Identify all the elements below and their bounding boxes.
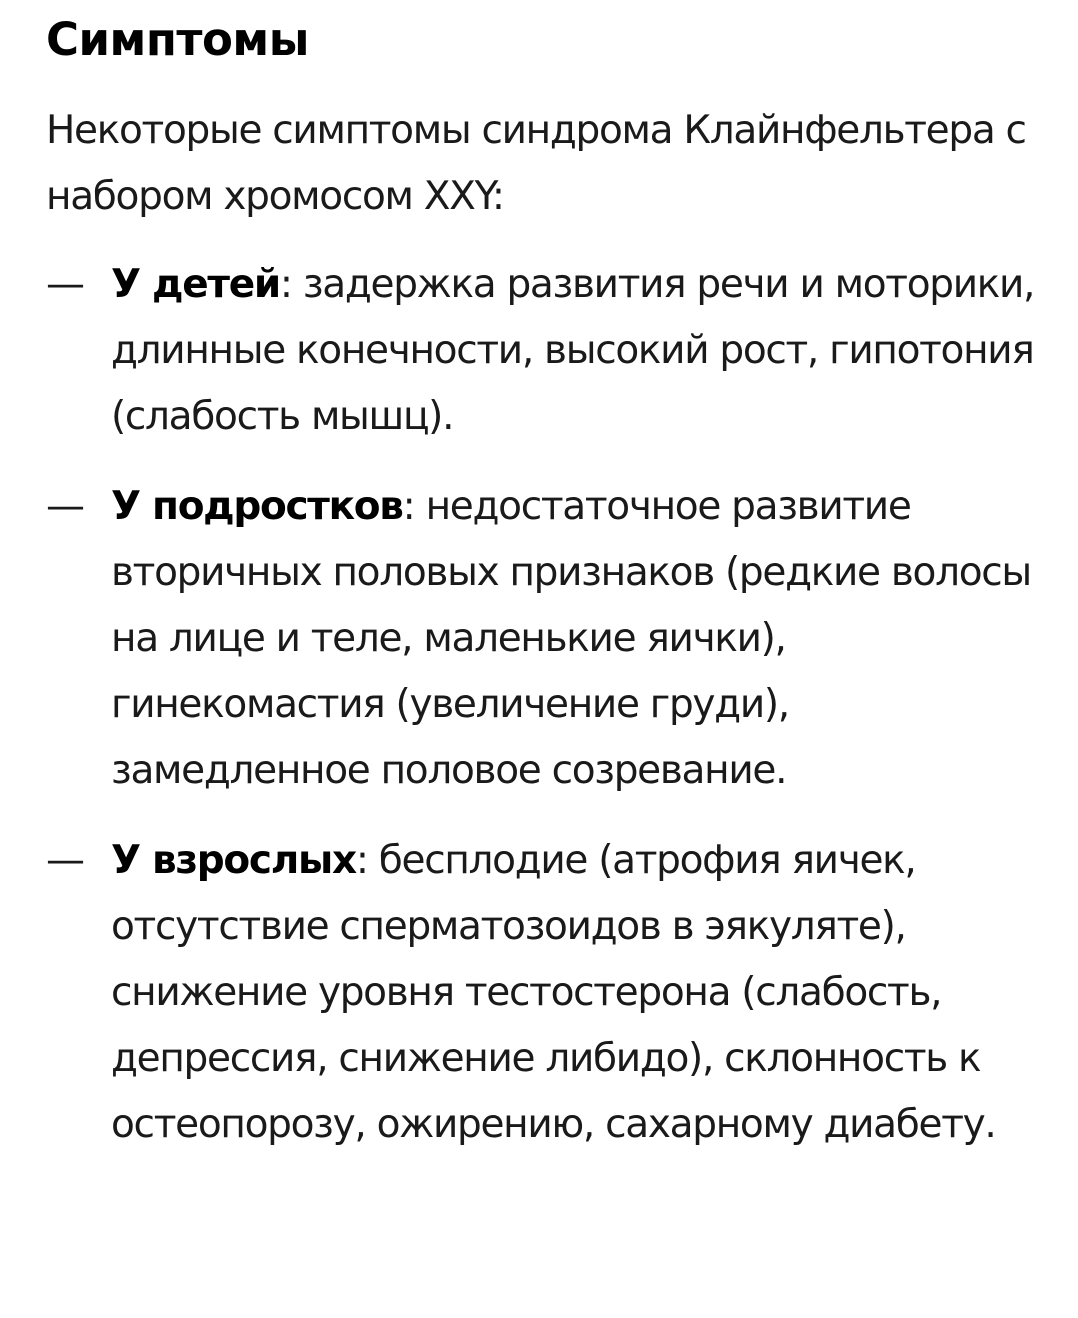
list-dash: — [46,484,84,529]
symptom-item-adults [46,828,1041,1158]
list-dash: — [46,838,84,883]
symptom-list [46,252,1046,1158]
intro-paragraph: Некоторые симптомы синдрома Клайнфельтера с набором хромосом XXY: [46,108,1026,219]
symptom-text: : бесплодие (атрофия яичек, отсутствие сперматозоидов в эякуляте), снижение уровня тестостерона (слабость, депрессия, снижение либидо), склонность к остеопорозу, ожирению, сахарному диабету. [111,838,996,1147]
symptom-item-children [46,252,1041,450]
symptom-label: У детей [111,262,280,307]
list-dash: — [46,262,84,307]
symptom-text: : задержка развития речи и моторики, длинные конечности, высокий рост, гипотония (слабость мышц). [111,262,1035,439]
symptom-label: У подростков [111,484,403,529]
section-heading: Симптомы [46,13,309,66]
symptom-label: У взрослых [111,838,356,883]
symptom-text: : недостаточное развитие вторичных половых признаков (редкие волосы на лице и теле, маленькие яички), гинекомастия (увеличение груди), замедленное половое созревание. [111,484,1031,793]
symptom-item-teens [46,474,1041,804]
article [46,0,1046,1182]
